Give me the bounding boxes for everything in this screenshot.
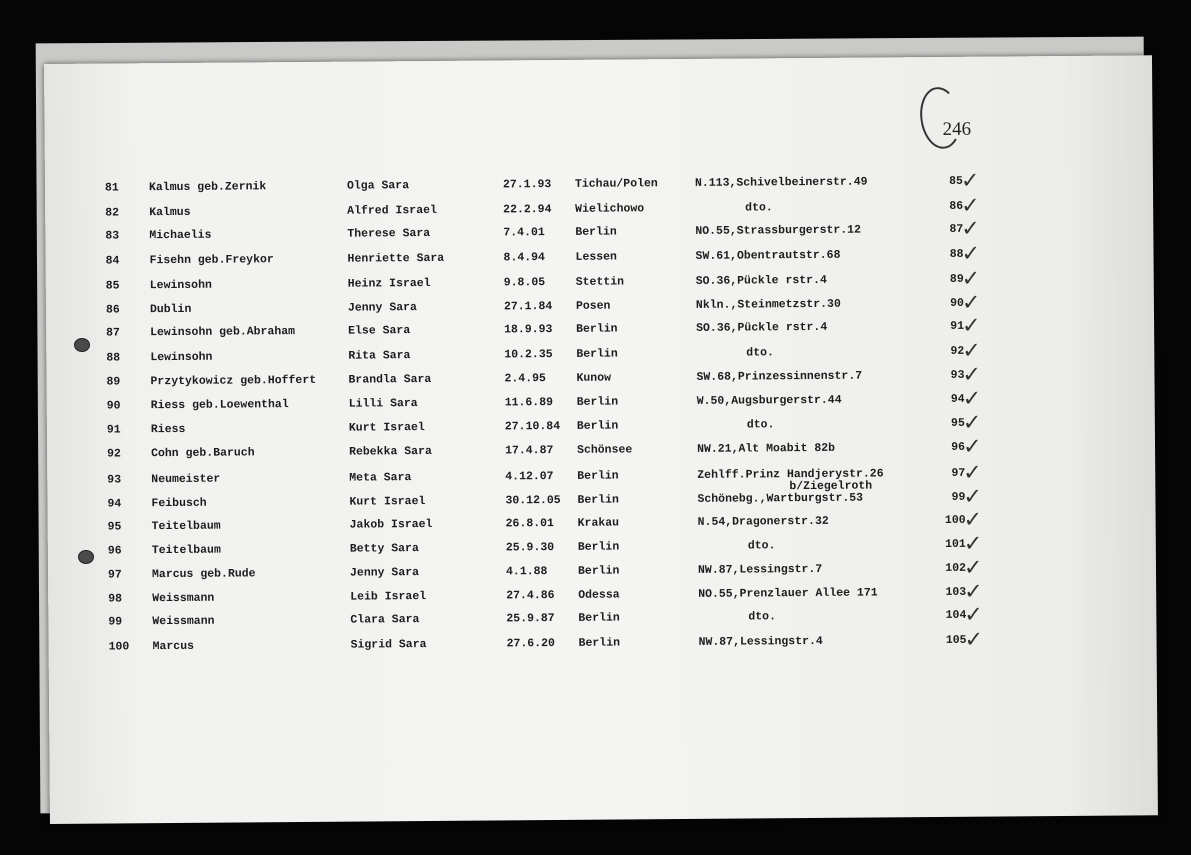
surname: Fisehn geb.Freykor xyxy=(149,253,274,268)
check-mark: ✓ xyxy=(963,484,982,510)
list-row xyxy=(45,216,1105,250)
birth-date: 27.6.20 xyxy=(506,637,555,651)
birth-date: 18.9.93 xyxy=(504,323,553,337)
surname: Weissmann xyxy=(152,591,215,606)
transport-number: 90 xyxy=(950,296,964,310)
birth-place: Berlin xyxy=(577,469,619,483)
list-row xyxy=(47,434,1107,468)
forename: Olga Sara xyxy=(346,179,410,193)
birth-place: Wielichowo xyxy=(575,202,645,216)
surname: Teitelbaum xyxy=(151,543,221,558)
forename: Kurt Israel xyxy=(349,495,426,509)
transport-number: 101 xyxy=(945,537,966,551)
birth-date: 9.8.05 xyxy=(503,276,546,290)
transport-number: 89 xyxy=(949,272,964,286)
list-row xyxy=(47,410,1107,444)
birth-date: 27.1.93 xyxy=(502,178,552,192)
row-number: 90 xyxy=(106,399,121,413)
check-mark: ✓ xyxy=(961,241,981,267)
birth-place: Berlin xyxy=(578,636,621,650)
row-number: 95 xyxy=(107,520,122,534)
address: Zehlff.Prinz Handjerystr.26 xyxy=(697,467,884,482)
forename: Henriette Sara xyxy=(347,251,445,266)
address: NW.87,Lessingstr.7 xyxy=(697,562,823,577)
birth-date: 10.2.35 xyxy=(504,348,553,362)
birth-date: 27.4.86 xyxy=(506,589,555,603)
transport-number: 103 xyxy=(945,585,967,599)
transport-number: 92 xyxy=(950,344,965,358)
forename: Lilli Sara xyxy=(348,397,418,411)
punch-hole xyxy=(74,338,90,352)
birth-date: 7.4.01 xyxy=(503,226,545,240)
list-row xyxy=(46,313,1106,347)
list-row xyxy=(48,531,1108,565)
transport-number: 86 xyxy=(949,199,964,213)
transport-number: 87 xyxy=(949,222,964,236)
birth-place: Berlin xyxy=(578,611,620,625)
birth-date: 2.4.95 xyxy=(504,372,546,386)
birth-place: Berlin xyxy=(576,347,618,361)
surname: Lewinsohn geb.Abraham xyxy=(150,325,296,340)
check-mark: ✓ xyxy=(962,386,982,412)
forename: Else Sara xyxy=(348,324,411,338)
address: Nkln.,Steinmetzstr.30 xyxy=(695,297,841,312)
surname: Marcus xyxy=(152,639,195,654)
birth-date: 25.9.87 xyxy=(506,612,555,626)
page-number: 246 xyxy=(942,118,972,140)
forename: Jenny Sara xyxy=(347,301,417,315)
transport-number: 91 xyxy=(950,319,965,333)
surname: Riess xyxy=(150,422,186,437)
address: SW.68,Prinzessinnenstr.7 xyxy=(696,369,863,384)
row-number: 91 xyxy=(106,423,121,437)
address: NW.21,Alt Moabit 82b xyxy=(696,441,836,456)
list-row xyxy=(47,386,1107,420)
list-row xyxy=(48,602,1108,636)
row-number: 86 xyxy=(105,303,120,317)
list-row xyxy=(46,338,1106,372)
birth-place: Berlin xyxy=(577,493,619,507)
transport-number: 88 xyxy=(949,247,964,261)
birth-place: Berlin xyxy=(577,564,620,578)
check-mark: ✓ xyxy=(963,507,983,533)
list-row xyxy=(48,555,1108,589)
row-number: 93 xyxy=(107,473,122,487)
row-number: 92 xyxy=(107,447,121,461)
list-row xyxy=(46,266,1106,300)
surname: Lewinsohn xyxy=(150,350,213,365)
forename: Jakob Israel xyxy=(349,517,433,532)
address: NO.55,Strassburgerstr.12 xyxy=(695,223,862,238)
forename: Therese Sara xyxy=(347,226,431,241)
forename: Alfred Israel xyxy=(347,203,437,218)
birth-place: Berlin xyxy=(576,419,619,433)
row-number: 84 xyxy=(105,254,120,268)
forename: Heinz Israel xyxy=(347,276,431,291)
address: SO.36,Pückle rstr.4 xyxy=(696,320,828,335)
birth-date: 30.12.05 xyxy=(505,493,561,508)
birth-place: Stettin xyxy=(575,275,625,289)
check-mark: ✓ xyxy=(961,266,981,292)
address: dto. xyxy=(746,346,774,360)
surname: Weissmann xyxy=(152,614,215,629)
surname: Kalmus xyxy=(149,205,191,220)
row-number: 83 xyxy=(105,229,120,243)
birth-place: Lessen xyxy=(575,250,618,264)
birth-date: 11.6.89 xyxy=(504,396,554,410)
forename: Meta Sara xyxy=(349,471,412,485)
row-number: 89 xyxy=(106,375,121,389)
list-row xyxy=(46,241,1106,275)
row-number: 94 xyxy=(107,497,122,511)
transport-number: 93 xyxy=(950,368,965,382)
surname: Michaelis xyxy=(149,228,212,243)
check-mark: ✓ xyxy=(962,338,981,364)
surname: Riess geb.Loewenthal xyxy=(150,398,289,413)
address: SO.36,Pückle rstr.4 xyxy=(695,273,827,288)
address: dto. xyxy=(748,610,777,624)
surname: Kalmus geb.Zernik xyxy=(148,180,267,195)
list-row xyxy=(47,460,1107,494)
check-mark: ✓ xyxy=(961,313,981,339)
address: N.54,Dragonerstr.32 xyxy=(697,514,829,529)
transport-number: 95 xyxy=(950,416,965,430)
document-page xyxy=(44,55,1158,824)
forename: Brandla Sara xyxy=(348,372,432,387)
row-number: 85 xyxy=(105,279,120,293)
row-number: 82 xyxy=(105,206,120,220)
birth-date: 4.12.07 xyxy=(505,470,554,484)
list-row xyxy=(48,507,1108,541)
transport-number: 105 xyxy=(945,633,967,647)
check-mark: ✓ xyxy=(962,434,982,460)
birth-date: 27.1.84 xyxy=(503,300,553,314)
address: dto. xyxy=(747,539,776,553)
birth-date: 8.4.94 xyxy=(503,251,546,265)
transport-number: 97 xyxy=(951,466,966,480)
address: N.113,Schivelbeinerstr.49 xyxy=(694,175,868,190)
forename: Rebekka Sara xyxy=(349,444,432,459)
surname: Dublin xyxy=(149,302,192,317)
surname: Cohn geb.Baruch xyxy=(151,446,255,461)
check-mark: ✓ xyxy=(960,168,980,194)
birth-place: Berlin xyxy=(576,322,618,336)
row-number: 98 xyxy=(108,592,123,606)
surname: Feibusch xyxy=(151,496,207,511)
birth-place: Odessa xyxy=(578,588,620,602)
transport-number: 99 xyxy=(951,490,966,504)
check-mark: ✓ xyxy=(964,579,983,605)
forename: Jenny Sara xyxy=(349,566,420,580)
address: W.50,Augsburgerstr.44 xyxy=(696,393,842,408)
address: SW.61,Obentrautstr.68 xyxy=(695,248,841,263)
check-mark: ✓ xyxy=(961,290,981,316)
birth-date: 25.9.30 xyxy=(505,541,555,555)
row-number: 100 xyxy=(108,640,130,654)
surname: Neumeister xyxy=(151,472,221,487)
list-row xyxy=(49,627,1109,661)
birth-date: 22.2.94 xyxy=(503,203,552,217)
transport-number: 85 xyxy=(949,174,964,188)
list-row xyxy=(46,362,1106,396)
check-mark: ✓ xyxy=(962,362,982,388)
birth-date: 4.1.88 xyxy=(505,565,548,579)
row-number: 88 xyxy=(106,351,121,365)
row-number: 97 xyxy=(107,568,122,582)
check-mark: ✓ xyxy=(962,410,982,436)
address: NW.87,Lessingstr.4 xyxy=(698,634,823,649)
birth-place: Berlin xyxy=(575,225,617,239)
punch-hole xyxy=(78,550,94,564)
check-mark: ✓ xyxy=(963,460,982,486)
row-number: 81 xyxy=(104,181,119,195)
check-mark: ✓ xyxy=(964,602,983,628)
birth-place: Berlin xyxy=(577,540,620,554)
check-mark: ✓ xyxy=(964,627,984,653)
row-number: 96 xyxy=(107,544,122,558)
birth-place: Posen xyxy=(575,299,611,313)
row-number: 87 xyxy=(106,326,120,340)
list-row xyxy=(45,168,1105,202)
check-mark: ✓ xyxy=(963,531,983,557)
transport-number: 94 xyxy=(950,392,965,406)
check-mark: ✓ xyxy=(963,555,983,581)
address: dto. xyxy=(745,201,773,215)
birth-place: Berlin xyxy=(576,395,619,409)
transport-number: 104 xyxy=(945,608,967,622)
surname: Teitelbaum xyxy=(151,519,221,534)
forename: Clara Sara xyxy=(350,613,420,627)
birth-date: 27.10.84 xyxy=(504,419,561,434)
birth-place: Tichau/Polen xyxy=(574,177,658,191)
surname: Przytykowicz geb.Hoffert xyxy=(150,373,317,389)
check-mark: ✓ xyxy=(961,193,980,219)
address: Schönebg.,Wartburgstr.53 xyxy=(697,491,864,506)
address-note: b/Ziegelroth xyxy=(789,479,873,494)
surname: Marcus geb.Rude xyxy=(151,567,256,582)
forename: Kurt Israel xyxy=(348,421,425,435)
transport-number: 100 xyxy=(944,513,966,527)
forename: Betty Sara xyxy=(349,542,419,556)
transport-number: 102 xyxy=(945,561,967,575)
birth-place: Krakau xyxy=(577,516,620,530)
birth-date: 17.4.87 xyxy=(505,444,554,458)
birth-place: Schönsee xyxy=(576,443,633,457)
birth-date: 26.8.01 xyxy=(505,517,554,531)
address: dto. xyxy=(746,418,775,432)
row-number: 99 xyxy=(108,615,123,629)
forename: Leib Israel xyxy=(350,590,427,604)
check-mark: ✓ xyxy=(961,216,980,242)
transport-number: 96 xyxy=(951,440,966,454)
address: NO.55,Prenzlauer Allee 171 xyxy=(698,586,878,601)
forename: Rita Sara xyxy=(348,349,411,363)
forename: Sigrid Sara xyxy=(350,638,427,652)
birth-place: Kunow xyxy=(576,371,612,385)
surname: Lewinsohn xyxy=(149,278,212,293)
